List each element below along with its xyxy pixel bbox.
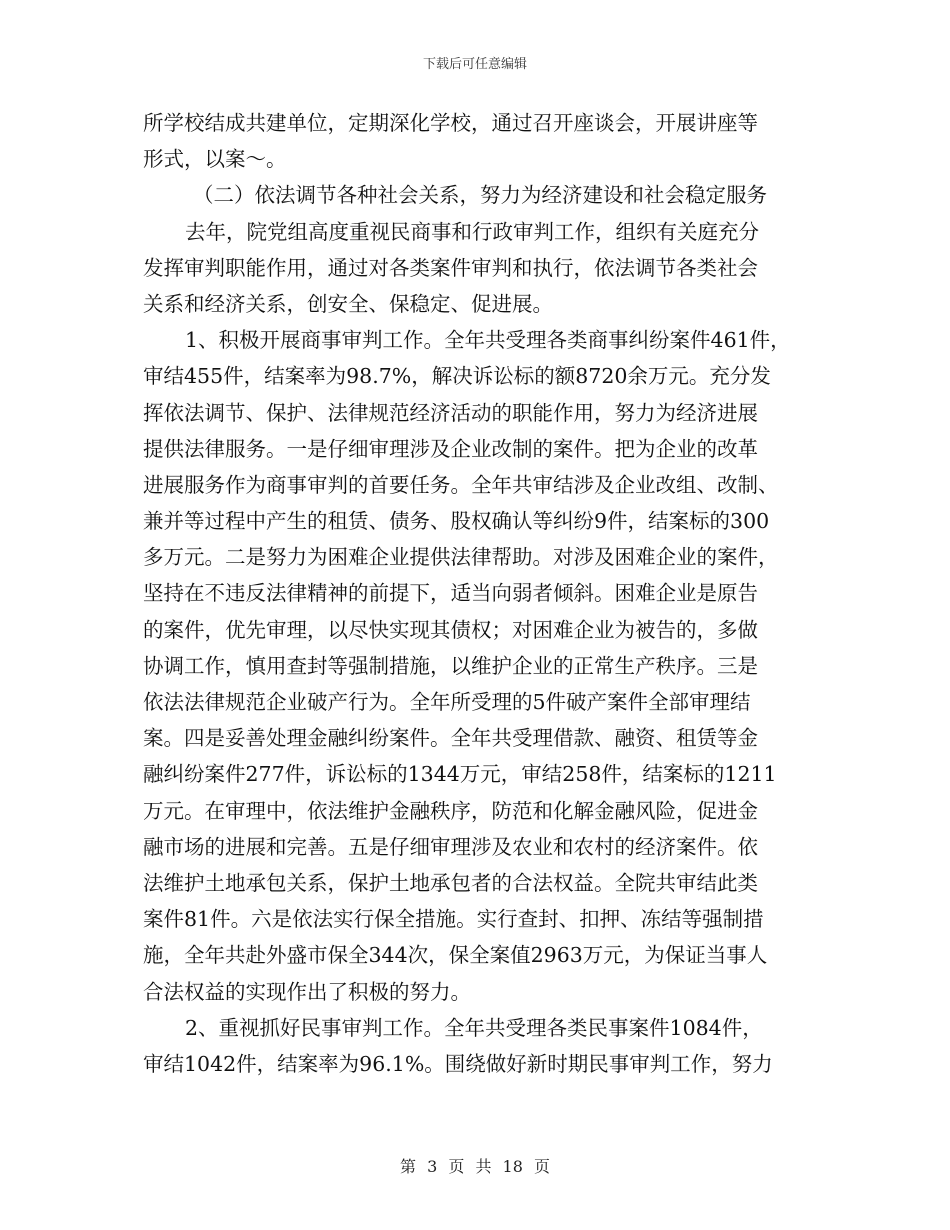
text-line: 施，全年共赴外盛市保全344次，保全案值2963万元，为保证当事人 [143,943,768,968]
page-header: 下载后可任意编辑 [422,57,527,72]
text-line: 坚持在不违反法律精神的前提下，适当向弱者倾斜。困难企业是原告 [143,581,758,606]
text-line: 关系和经济关系，创安全、保稳定、促进展。 [143,291,553,316]
text-line: 多万元。二是努力为困难企业提供法律帮助。对涉及困难企业的案件， [143,545,779,570]
text-line: 1、积极开展商事审判工作。全年共受理各类商事纠纷案件461件， [185,328,791,353]
text-line: 兼并等过程中产生的租赁、债务、股权确认等纠纷9件，结案标的300 [143,509,770,534]
text-line: 进展服务作为商事审判的首要任务。全年共审结涉及企业改组、改制、 [143,472,779,497]
text-line: 审结455件，结案率为98.7%，解决诉讼标的额8720余万元。充分发 [143,364,771,389]
section-heading: （二）依法调节各种社会关系，努力为经济建设和社会稳定服务 [193,183,767,208]
text-line: 万元。在审理中，依法维护金融秩序，防范和化解金融风险，促进金 [143,798,758,823]
text-line: 案。四是妥善处理金融纠纷案件。全年共受理借款、融资、租赁等金 [143,726,758,751]
text-line: 案件81件。六是依法实行保全措施。实行查封、扣押、冻结等强制措 [143,907,764,932]
text-line: 合法权益的实现作出了积极的努力。 [143,979,471,1004]
text-line: 融市场的进展和完善。五是仔细审理涉及农业和农村的经济案件。依 [143,834,758,859]
text-line: 所学校结成共建单位，定期深化学校，通过召开座谈会，开展讲座等 [143,111,758,135]
text-line: 融纠纷案件277件，诉讼标的1344万元，审结258件，结案标的1211 [143,762,777,787]
text-line: 2、重视抓好民事审判工作。全年共受理各类民事案件1084件， [185,1015,763,1040]
document-body [143,105,813,1082]
text-line: 挥依法调节、保护、法律规范经济活动的职能作用，努力为经济进展 [143,400,758,425]
text-line: 形式，以案～。 [143,147,287,172]
text-line: 协调工作，慎用查封等强制措施，以维护企业的正常生产秩序。三是 [143,653,758,678]
text-line: 法维护土地承包关系，保护土地承包者的合法权益。全院共审结此类 [143,870,758,895]
text-line: 的案件，优先审理，以尽快实现其债权；对困难企业为被告的，多做 [143,617,758,642]
text-line: 发挥审判职能作用，通过对各类案件审判和执行，依法调节各类社会 [143,255,758,280]
text-line: 依法法律规范企业破产行为。全年所受理的5件破产案件全部审理结 [143,690,751,714]
text-line: 提供法律服务。一是仔细审理涉及企业改制的案件。把为企业的改革 [143,436,758,461]
text-line: 审结1042件，结案率为96.1%。围绕做好新时期民事审判工作，努力 [143,1051,773,1076]
page-number: 第 3 页 共 18 页 [400,1157,550,1176]
text-line: 去年，院党组高度重视民商事和行政审判工作，组织有关庭充分 [185,219,759,244]
